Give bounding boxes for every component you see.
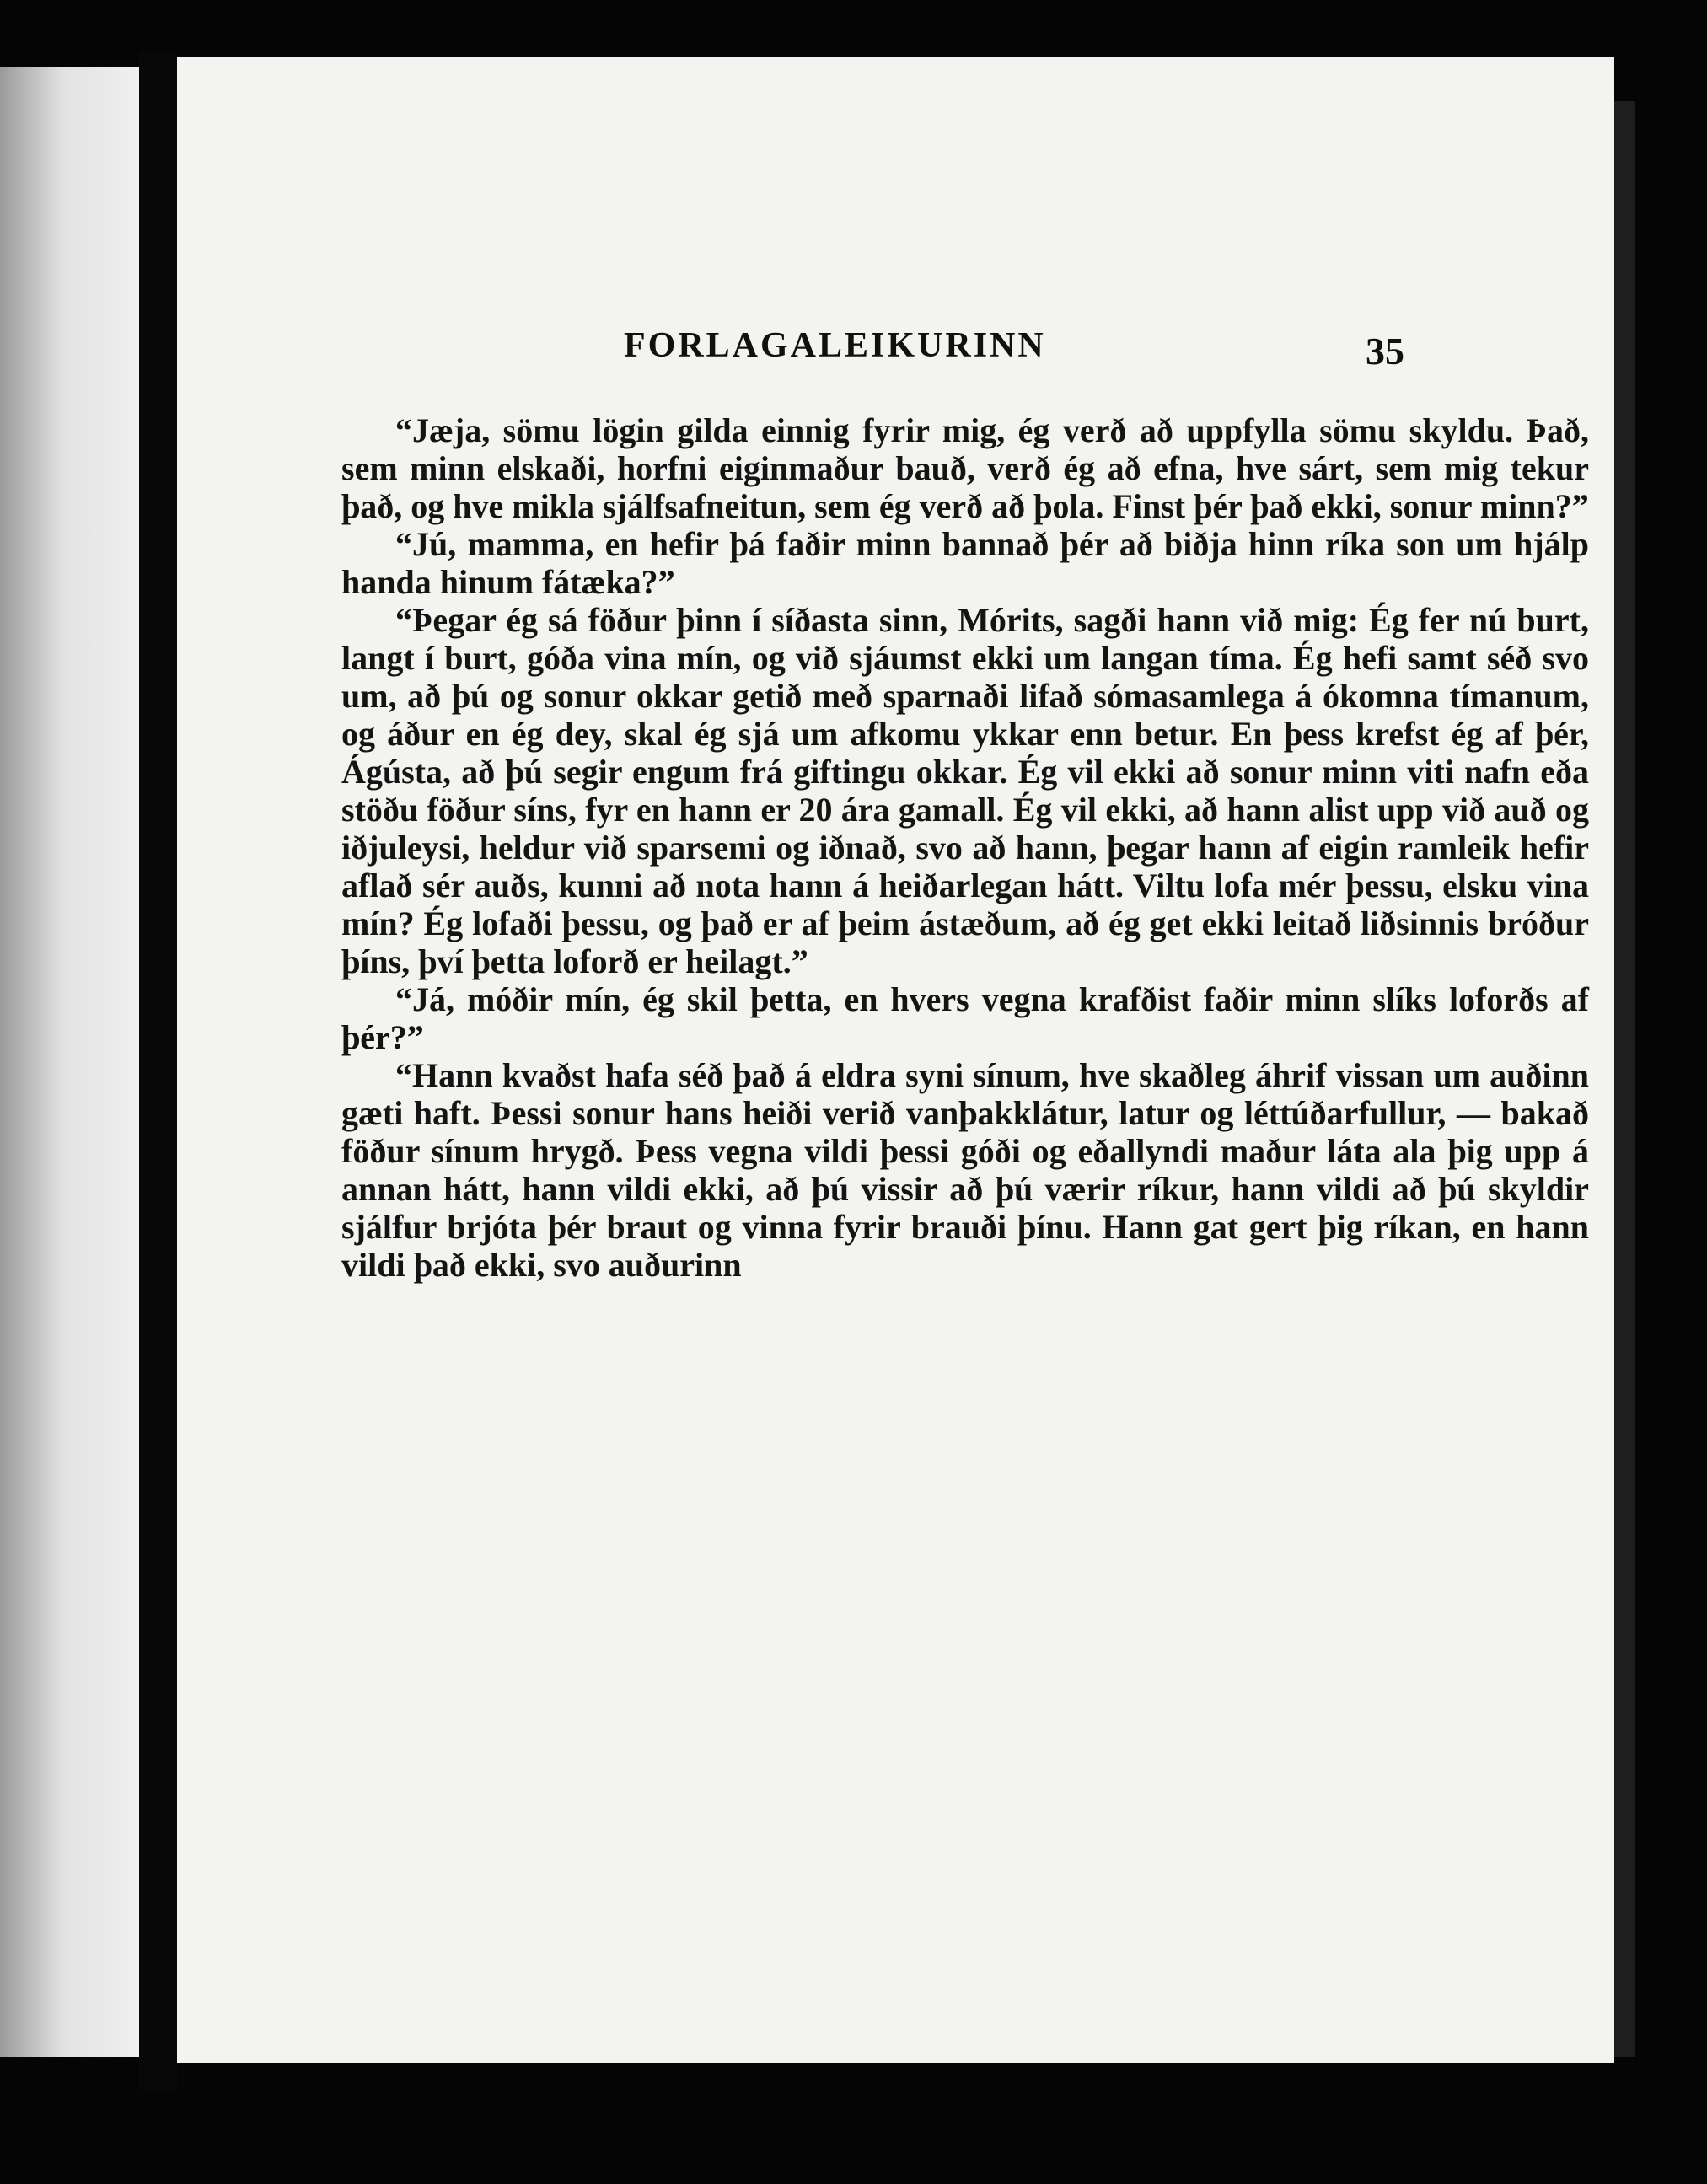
- page-edge-shadow: [1614, 101, 1635, 2057]
- paragraph: “Já, móðir mín, ég skil þetta, en hvers vegna krafðist faðir minn slíks loforðs af þér?”: [341, 980, 1589, 1056]
- page-number: 35: [1366, 330, 1404, 373]
- paragraph: “Jæja, sömu lögin gilda einnig fyrir mig, ég verð að uppfylla sömu skyldu. Það, sem minn elskaði, horfni eiginmaður bauð, verð ég að efna, hve sárt, sem mig tekur það, og hve mikla sjálfsafneitun, sem ég verð að þola. Finst þér það ekki, sonur minn?”: [341, 411, 1589, 525]
- previous-page-edge: [0, 67, 139, 2057]
- running-title: FORLAGALEIKURINN: [624, 326, 1046, 365]
- page-header: [177, 258, 1614, 373]
- body-text: [341, 411, 1589, 1284]
- paragraph: “Hann kvaðst hafa séð það á eldra syni sínum, hve skaðleg áhrif vissan um auðinn gæti haft. Þessi sonur hans heiði verið vanþakklátur, latur og léttúðarfullur, — bakað föður sínum hrygð. Þess vegna vildi þessi góði og eðallyndi maður láta ala þig upp á annan hátt, hann vildi ekki, að þú vissir að þú værir ríkur, hann vildi að þú skyldir sjálfur brjóta þér braut og vinna fyrir brauði þínu. Hann gat gert þig ríkan, en hann vildi það ekki, svo auðurinn: [341, 1056, 1589, 1284]
- book-page: [177, 57, 1614, 2063]
- book-gutter: [139, 51, 177, 2090]
- paragraph: “Jú, mamma, en hefir þá faðir minn bannað þér að biðja hinn ríka son um hjálp handa hinum fátæka?”: [341, 525, 1589, 601]
- paragraph: “Þegar ég sá föður þinn í síðasta sinn, Mórits, sagði hann við mig: Ég fer nú burt, langt í burt, góða vina mín, og við sjáumst ekki um langan tíma. Ég hefi samt séð svo um, að þú og sonur okkar getið með sparnaði lifað sómasamlega á ókomna tímanum, og áður en ég dey, skal ég sjá um afkomu ykkar enn betur. En þess krefst ég af þér, Ágústa, að þú segir engum frá giftingu okkar. Ég vil ekki að sonur minn viti nafn eða stöðu föður síns, fyr en hann er 20 ára gamall. Ég vil ekki, að hann alist upp við auð og iðjuleysi, heldur við sparsemi og iðnað, svo að hann, þegar hann af eigin ramleik hefir aflað sér auðs, kunni að nota hann á heiðarlegan hátt. Viltu lofa mér þessu, elsku vina mín? Ég lofaði þessu, og það er af þeim ástæðum, að ég get ekki leitað liðsinnis bróður þíns, því þetta loforð er heilagt.”: [341, 601, 1589, 980]
